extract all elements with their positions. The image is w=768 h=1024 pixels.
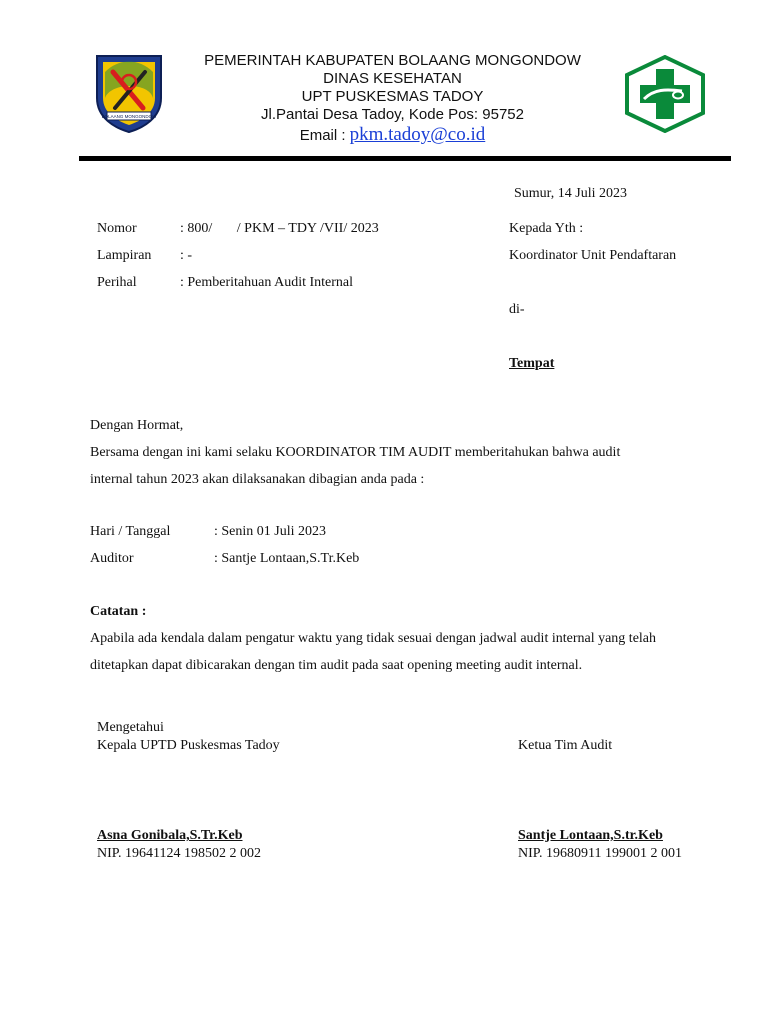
sign-left-name: Asna Gonibala,S.Tr.Keb bbox=[97, 828, 243, 843]
kop-line-agency: DINAS KESEHATAN bbox=[323, 70, 462, 87]
greeting: Dengan Hormat, bbox=[90, 418, 184, 433]
addressee-tempat: Tempat bbox=[509, 356, 555, 371]
meta-label-perihal: Perihal bbox=[97, 275, 137, 290]
addressee-di: di- bbox=[509, 302, 525, 317]
kop-email-row bbox=[150, 124, 635, 146]
addressee-name: Koordinator Unit Pendaftaran bbox=[509, 248, 677, 263]
body-paragraph-line1: Bersama dengan ini kami selaku KOORDINATOR TIM AUDIT memberitahukan bahwa audit bbox=[90, 445, 621, 460]
sign-right-nip: NIP. 19680911 199001 2 001 bbox=[518, 846, 682, 861]
meta-label-nomor: Nomor bbox=[97, 221, 137, 236]
kop-line-unit: UPT PUSKESMAS TADOY bbox=[301, 88, 484, 105]
meta-label-lampiran: Lampiran bbox=[97, 248, 152, 263]
addressee-to-label: Kepada Yth : bbox=[509, 221, 584, 236]
letterhead-divider bbox=[79, 156, 731, 161]
note-line2: ditetapkan dapat dibicarakan dengan tim audit pada saat opening meeting audit internal. bbox=[90, 658, 583, 673]
schedule-label-auditor: Auditor bbox=[90, 551, 134, 566]
note-line1: Apabila ada kendala dalam pengatur waktu yang tidak sesuai dengan jadwal audit internal yang telah bbox=[90, 631, 657, 646]
note-title: Catatan : bbox=[90, 604, 147, 619]
letter-date: Sumur, 14 Juli 2023 bbox=[514, 186, 628, 201]
puskesmas-cross-logo bbox=[624, 55, 706, 133]
schedule-value-date: : Senin 01 Juli 2023 bbox=[214, 524, 327, 539]
body-paragraph-line2: internal tahun 2023 akan dilaksanakan dibagian anda pada : bbox=[90, 472, 425, 487]
sign-left-line2: Kepala UPTD Puskesmas Tadoy bbox=[97, 738, 280, 753]
email-label: Email : bbox=[299, 127, 346, 144]
sign-left-line1: Mengetahui bbox=[97, 720, 164, 735]
meta-value-nomor: : 800/ / PKM – TDY /VII/ 2023 bbox=[180, 221, 379, 236]
schedule-value-auditor: : Santje Lontaan,S.Tr.Keb bbox=[214, 551, 360, 566]
meta-value-lampiran: : - bbox=[180, 248, 193, 263]
kop-line-government: PEMERINTAH KABUPATEN BOLAANG MONGONDOW bbox=[204, 52, 581, 69]
sign-left-nip: NIP. 19641124 198502 2 002 bbox=[97, 846, 261, 861]
email-link[interactable]: pkm.tadoy@co.id bbox=[349, 124, 486, 145]
kop-line-address: Jl.Pantai Desa Tadoy, Kode Pos: 95752 bbox=[261, 106, 524, 123]
sign-right-line1: Ketua Tim Audit bbox=[518, 738, 613, 753]
schedule-label-date: Hari / Tanggal bbox=[90, 524, 171, 539]
meta-value-perihal: : Pemberitahuan Audit Internal bbox=[180, 275, 354, 290]
sign-right-name: Santje Lontaan,S.tr.Keb bbox=[518, 828, 663, 843]
emblem-ribbon-text: BOLAANG MONGONDOW bbox=[101, 114, 157, 119]
